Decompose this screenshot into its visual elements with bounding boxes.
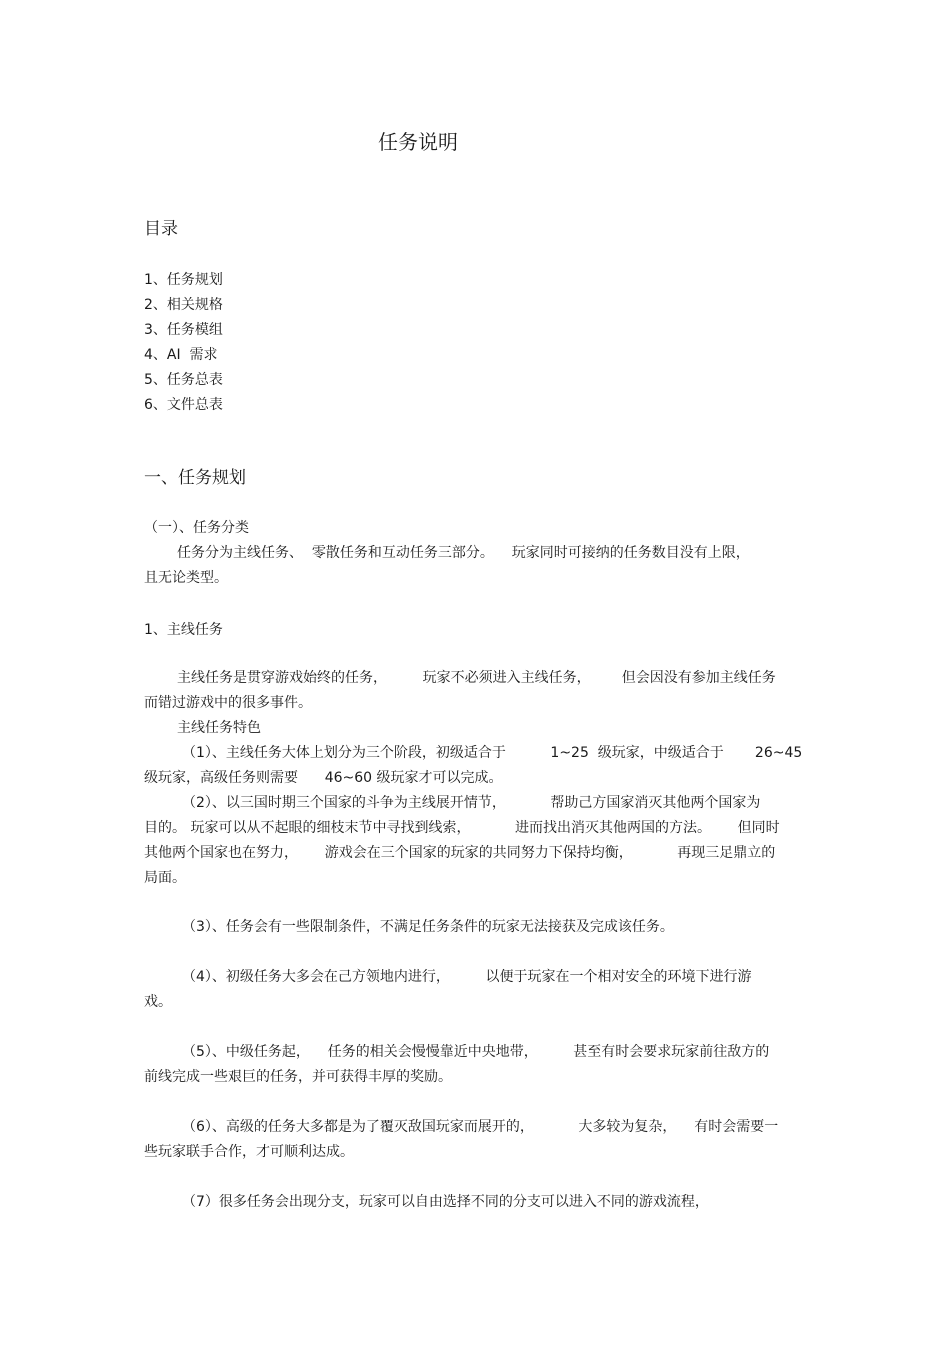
document-title: 任务说明	[378, 130, 458, 154]
toc-item: 2、相关规格	[144, 297, 223, 313]
paragraph-line: （6）、高级的任务大多都是为了覆灭敌国玩家而展开的， 大多较为复杂， 有时会需要一	[182, 1119, 779, 1135]
paragraph-line: 且无论类型。	[144, 570, 228, 586]
paragraph-line: 目的。 玩家可以从不起眼的细枝末节中寻找到线索， 进而找出消灭其他两国的方法。 但同时	[144, 820, 780, 836]
paragraph-line: 戏。	[144, 994, 172, 1010]
toc-item: 4、AI 需求	[144, 347, 218, 363]
paragraph-line: 而错过游戏中的很多事件。	[144, 695, 312, 711]
paragraph-line: （7）很多任务会出现分支，玩家可以自由选择不同的分支可以进入不同的游戏流程，	[182, 1194, 709, 1210]
paragraph-line: 前线完成一些艰巨的任务，并可获得丰厚的奖励。	[144, 1069, 452, 1085]
paragraph-line: （5）、中级任务起， 任务的相关会慢慢靠近中央地带， 甚至有时会要求玩家前往敌方的	[182, 1044, 770, 1060]
paragraph-line: 任务分为主线任务、 零散任务和互动任务三部分。 玩家同时可接纳的任务数目没有上限，	[177, 545, 750, 561]
section-heading: 一、任务规划	[144, 468, 246, 488]
paragraph-heading: 主线任务特色	[177, 720, 261, 736]
paragraph-line: 级玩家，高级任务则需要 46~60 级玩家才可以完成。	[144, 770, 503, 786]
subsection-heading: （一）、任务分类	[144, 520, 249, 536]
toc-item: 6、文件总表	[144, 397, 223, 413]
paragraph-line: （1）、主线任务大体上划分为三个阶段，初级适合于 1~25 级玩家，中级适合于 26~45	[182, 745, 803, 761]
paragraph-line: 些玩家联手合作，才可顺利达成。	[144, 1144, 354, 1160]
toc-item: 5、任务总表	[144, 372, 223, 388]
paragraph-line: 其他两个国家也在努力， 游戏会在三个国家的玩家的共同努力下保持均衡， 再现三足鼎立的	[144, 845, 776, 861]
subsection-heading: 1、主线任务	[144, 622, 223, 638]
paragraph-line: 主线任务是贯穿游戏始终的任务， 玩家不必须进入主线任务， 但会因没有参加主线任务	[177, 670, 776, 686]
toc-heading: 目录	[144, 219, 178, 239]
paragraph-line: （4）、初级任务大多会在己方领地内进行， 以便于玩家在一个相对安全的环境下进行游	[182, 969, 752, 985]
toc-item: 3、任务模组	[144, 322, 223, 338]
paragraph-line: 局面。	[144, 870, 186, 886]
toc-item: 1、任务规划	[144, 272, 223, 288]
paragraph-line: （2）、以三国时期三个国家的斗争为主线展开情节， 帮助己方国家消灭其他两个国家为	[182, 795, 761, 811]
paragraph-line: （3）、任务会有一些限制条件，不满足任务条件的玩家无法接获及完成该任务。	[182, 919, 674, 935]
